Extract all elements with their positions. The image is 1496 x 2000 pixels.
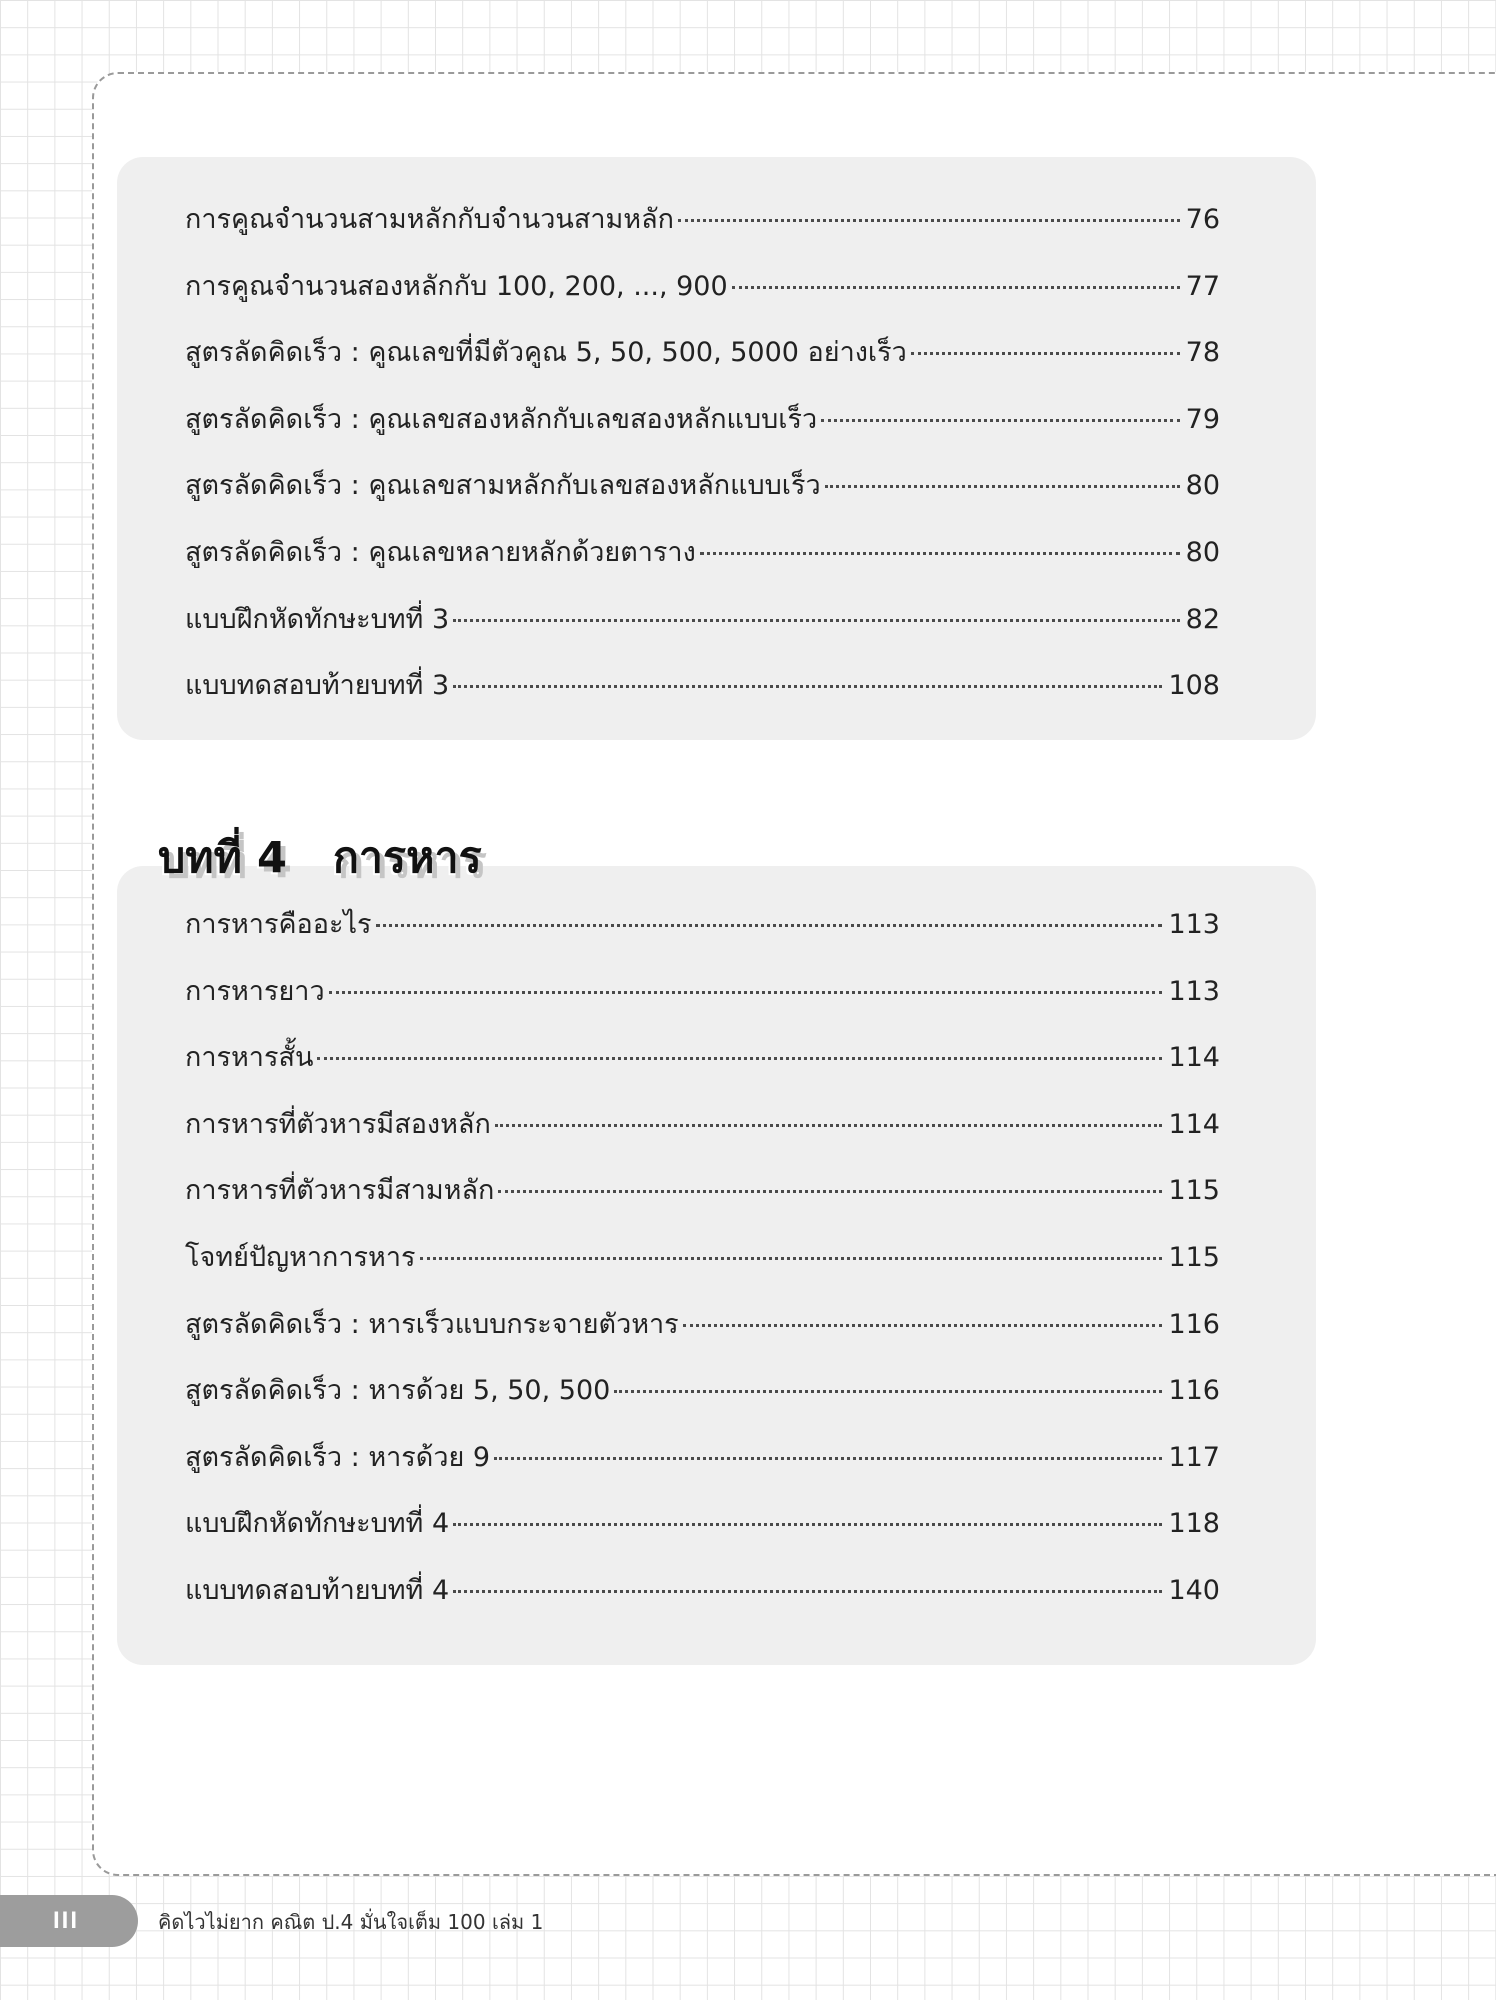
toc-entry-page: 115 [1168,1175,1220,1207]
toc-entry[interactable] [185,1235,1220,1302]
dot-leader [700,552,1180,555]
dot-leader [614,1390,1162,1393]
toc-box-chapter4 [117,866,1316,1665]
toc-entry[interactable] [185,1501,1220,1568]
toc-entry-title: สูตรลัดคิดเร็ว : คูณเลขสองหลักกับเลขสองหลักแบบเร็ว [185,403,818,435]
dot-leader [495,1124,1163,1127]
toc-entry[interactable] [185,530,1220,597]
toc-entry[interactable] [185,397,1220,464]
book-title: คิดไวไม่ยาก คณิต ป.4 มั่นใจเต็ม 100 เล่ม 1 [158,1910,544,1934]
toc-entry[interactable] [185,1168,1220,1235]
toc-entry-title: การหารสั้น [185,1042,314,1074]
dot-leader [911,352,1180,355]
toc-entry-page: 116 [1168,1308,1220,1340]
toc-entry-title: สูตรลัดคิดเร็ว : หารเร็วแบบกระจายตัวหาร [185,1308,679,1340]
toc-entry-title: การคูณจำนวนสามหลักกับจำนวนสามหลัก [185,204,674,235]
toc-entry[interactable] [185,1302,1220,1369]
toc-entry-page: 80 [1185,536,1220,568]
chapter-heading [158,822,482,892]
dot-leader [821,419,1180,422]
toc-entry-title: แบบฝึกหัดทักษะบทที่ 4 [185,1508,450,1540]
toc-entry[interactable] [185,1368,1220,1435]
dot-leader [317,1057,1162,1060]
dot-leader [678,219,1180,222]
dot-leader [453,1523,1162,1526]
toc-entry-page: 113 [1168,909,1220,940]
toc-entry-page: 114 [1168,1108,1220,1140]
toc-list [185,197,1220,730]
dot-leader [420,1257,1163,1260]
toc-entry-title: โจทย์ปัญหาการหาร [185,1241,416,1273]
toc-entry-title: การคูณจำนวนสองหลักกับ 100, 200, ..., 900 [185,270,728,302]
page-number: III [52,1907,79,1934]
toc-entry-title: การหารยาว [185,975,325,1007]
toc-entry-title: การหารที่ตัวหารมีสองหลัก [185,1108,491,1140]
dot-leader [376,924,1163,927]
dot-leader [494,1457,1162,1460]
toc-entry-title: แบบทดสอบท้ายบทที่ 4 [185,1574,450,1606]
toc-entry-title: แบบฝึกหัดทักษะบทที่ 3 [185,603,450,635]
toc-entry-page: 118 [1168,1508,1220,1540]
toc-entry-page: 78 [1185,337,1220,369]
toc-entry[interactable] [185,330,1220,397]
dot-leader [453,1590,1162,1593]
toc-entry-page: 140 [1168,1574,1220,1606]
chapter-label: บทที่ 4 [158,833,287,883]
toc-entry[interactable] [185,597,1220,664]
toc-entry[interactable] [185,969,1220,1036]
toc-list [185,902,1220,1635]
dot-leader [453,619,1180,622]
toc-entry[interactable] [185,1035,1220,1102]
dot-leader [683,1324,1163,1327]
dot-leader [498,1190,1162,1193]
toc-entry-title: สูตรลัดคิดเร็ว : คูณเลขที่มีตัวคูณ 5, 50, 500, 5000 อย่างเร็ว [185,337,907,369]
toc-entry[interactable] [185,663,1220,730]
toc-entry[interactable] [185,1435,1220,1502]
toc-entry[interactable] [185,463,1220,530]
toc-entry-page: 113 [1168,975,1220,1007]
dot-leader [329,991,1163,994]
toc-entry-title: สูตรลัดคิดเร็ว : หารด้วย 9 [185,1441,491,1473]
toc-entry-page: 115 [1168,1241,1220,1273]
toc-entry-title: สูตรลัดคิดเร็ว : หารด้วย 5, 50, 500 [185,1375,611,1407]
toc-entry[interactable] [185,902,1220,969]
toc-entry-page: 108 [1168,670,1220,702]
page-number-tab [0,1895,138,1947]
toc-entry-title: สูตรลัดคิดเร็ว : คูณเลขสามหลักกับเลขสองหลักแบบเร็ว [185,470,821,502]
dot-leader [825,485,1180,488]
toc-entry-page: 76 [1185,204,1220,235]
toc-entry[interactable] [185,1568,1220,1635]
toc-entry-page: 79 [1185,403,1220,435]
toc-entry-title: การหารคืออะไร [185,909,372,940]
toc-entry-page: 82 [1185,603,1220,635]
dot-leader [453,685,1162,688]
toc-box-chapter3-continued [117,157,1316,740]
toc-entry-title: สูตรลัดคิดเร็ว : คูณเลขหลายหลักด้วยตาราง [185,536,696,568]
chapter-title: การหาร [332,833,482,883]
toc-entry[interactable] [185,1102,1220,1169]
toc-entry[interactable] [185,264,1220,331]
toc-entry-title: แบบทดสอบท้ายบทที่ 3 [185,670,450,702]
toc-entry[interactable] [185,197,1220,264]
toc-entry-page: 114 [1168,1042,1220,1074]
toc-entry-page: 117 [1168,1441,1220,1473]
toc-entry-page: 80 [1185,470,1220,502]
toc-entry-page: 116 [1168,1375,1220,1407]
dot-leader [732,286,1180,289]
toc-entry-page: 77 [1185,270,1220,302]
toc-entry-title: การหารที่ตัวหารมีสามหลัก [185,1175,495,1207]
